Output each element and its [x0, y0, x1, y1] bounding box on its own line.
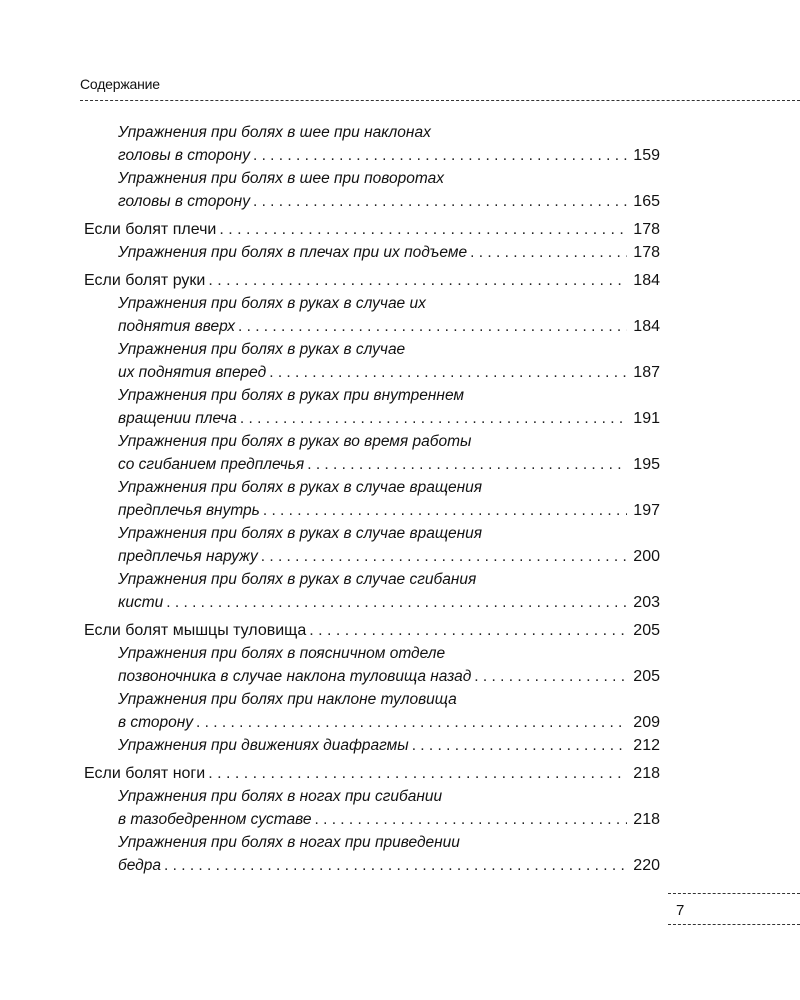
toc-subentry[interactable]: [84, 476, 660, 522]
dot-leader: [240, 407, 627, 430]
toc-subentry[interactable]: [84, 384, 660, 430]
dot-leader: [253, 190, 627, 213]
toc-page-number: 184: [633, 272, 660, 289]
dot-leader: [412, 734, 628, 757]
toc-page-number: 187: [633, 364, 660, 381]
toc-entry-title: головы в сторону: [118, 147, 250, 164]
toc-entry-title-line: Упражнения при болях в поясничном отделе: [118, 645, 446, 662]
header-divider: [80, 100, 800, 101]
toc-section-entry[interactable]: [84, 269, 660, 292]
dot-leader: [470, 241, 627, 264]
toc-page-number: 178: [633, 221, 660, 238]
toc-page-number: 203: [633, 594, 660, 611]
dot-leader: [208, 269, 627, 292]
toc-entry-title: кисти: [118, 594, 164, 611]
toc-subentry[interactable]: [84, 292, 660, 338]
toc-page-number: 197: [633, 502, 660, 519]
toc-page-number: 209: [633, 714, 660, 731]
table-of-contents: [84, 121, 660, 877]
toc-page-number: 212: [633, 737, 660, 754]
toc-subentry[interactable]: [84, 688, 660, 734]
toc-entry-title: предплечья внутрь: [118, 502, 260, 519]
toc-page-number: 205: [633, 622, 660, 639]
toc-entry-title-line: Упражнения при болях в руках в случае сгибания: [118, 571, 477, 588]
toc-subentry[interactable]: [84, 338, 660, 384]
toc-page-number: 205: [633, 668, 660, 685]
toc-page-number: 184: [633, 318, 660, 335]
toc-entry-title: в тазобедренном суставе: [118, 811, 312, 828]
toc-page-number: 178: [633, 244, 660, 261]
toc-entry-title: позвоночника в случае наклона туловища назад: [118, 668, 472, 685]
toc-entry-title: вращении плеча: [118, 410, 237, 427]
toc-entry-title: Если болят плечи: [84, 221, 217, 238]
toc-entry-title: их поднятия вперед: [118, 364, 267, 381]
toc-entry-title-line: Упражнения при болях в ногах при приведении: [118, 834, 460, 851]
toc-subentry[interactable]: [84, 121, 660, 167]
dot-leader: [269, 361, 627, 384]
running-header: Содержание: [80, 76, 160, 92]
toc-entry-title: бедра: [118, 857, 161, 874]
toc-entry-title-line: Упражнения при болях при наклоне туловища: [118, 691, 457, 708]
toc-entry-title-line: Упражнения при болях в шее при поворотах: [118, 170, 444, 187]
toc-section-entry[interactable]: [84, 762, 660, 785]
dot-leader: [208, 762, 627, 785]
toc-entry-title-line: Упражнения при болях в руках в случае их: [118, 295, 426, 312]
toc-entry-title-line: Упражнения при болях в руках во время работы: [118, 433, 472, 450]
toc-page-number: 195: [633, 456, 660, 473]
toc-page-number: 218: [633, 811, 660, 828]
toc-subentry[interactable]: [84, 167, 660, 213]
toc-subentry[interactable]: [84, 831, 660, 877]
toc-page-number: 200: [633, 548, 660, 565]
dot-leader: [474, 665, 627, 688]
toc-subentry[interactable]: [84, 642, 660, 688]
dot-leader: [166, 591, 627, 614]
toc-entry-title: в сторону: [118, 714, 194, 731]
toc-entry-title: Если болят ноги: [84, 765, 206, 782]
toc-entry-title-line: Упражнения при болях в руках в случае вращения: [118, 525, 483, 542]
toc-entry-title-line: Упражнения при болях в руках при внутреннем: [118, 387, 465, 404]
toc-entry-title: поднятия вверх: [118, 318, 235, 335]
toc-entry-title-line: Упражнения при болях в руках в случае вращения: [118, 479, 483, 496]
dot-leader: [253, 144, 627, 167]
toc-page-number: 220: [633, 857, 660, 874]
dot-leader: [309, 619, 627, 642]
toc-entry-title: со сгибанием предплечья: [118, 456, 305, 473]
toc-entry-title-line: Упражнения при болях в ногах при сгибании: [118, 788, 443, 805]
toc-page-number: 165: [633, 193, 660, 210]
toc-entry-title-line: Упражнения при болях в шее при наклонах: [118, 124, 431, 141]
dot-leader: [263, 499, 627, 522]
toc-subentry[interactable]: [84, 430, 660, 476]
footer-divider-bottom: [668, 924, 800, 925]
footer-divider-top: [668, 893, 800, 894]
dot-leader: [164, 854, 627, 877]
toc-entry-title: Упражнения при движениях диафрагмы: [118, 737, 409, 754]
toc-entry-title: Если болят руки: [84, 272, 206, 289]
dot-leader: [307, 453, 627, 476]
toc-subentry[interactable]: [84, 568, 660, 614]
toc-entry-title-line: Упражнения при болях в руках в случае: [118, 341, 406, 358]
toc-subentry[interactable]: [84, 241, 660, 264]
toc-entry-title: Если болят мышцы туловища: [84, 622, 307, 639]
toc-page-number: 191: [633, 410, 660, 427]
dot-leader: [219, 218, 627, 241]
toc-section-entry[interactable]: [84, 218, 660, 241]
toc-subentry[interactable]: [84, 522, 660, 568]
toc-section-entry[interactable]: [84, 619, 660, 642]
toc-page-number: 159: [633, 147, 660, 164]
toc-subentry[interactable]: [84, 734, 660, 757]
toc-subentry[interactable]: [84, 785, 660, 831]
dot-leader: [238, 315, 627, 338]
dot-leader: [261, 545, 628, 568]
dot-leader: [196, 711, 627, 734]
dot-leader: [314, 808, 627, 831]
toc-entry-title: Упражнения при болях в плечах при их подъеме: [118, 244, 468, 261]
toc-entry-title: головы в сторону: [118, 193, 250, 210]
toc-page-number: 218: [633, 765, 660, 782]
toc-entry-title: предплечья наружу: [118, 548, 258, 565]
page-number: 7: [676, 902, 685, 919]
